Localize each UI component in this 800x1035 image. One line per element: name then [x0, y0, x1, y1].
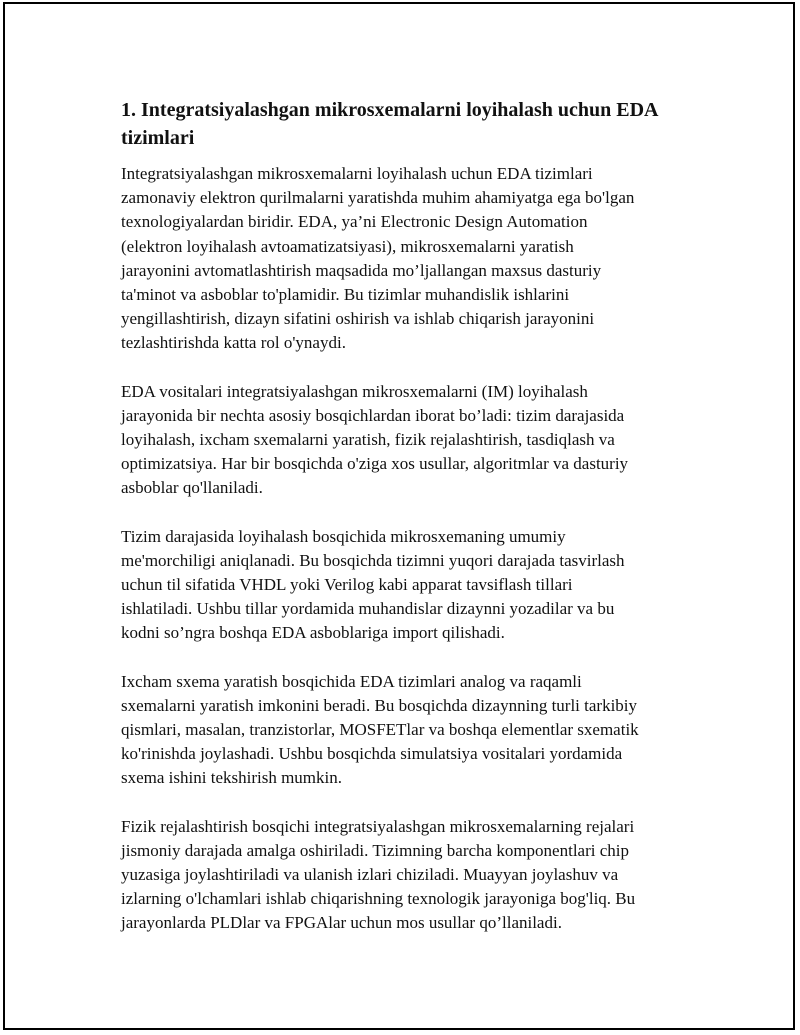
document-body: [121, 96, 691, 960]
text-line: Ixcham sxema yaratish bosqichida EDA tizimlari analog va raqamli: [121, 671, 582, 691]
text-line: loyihalash, ixcham sxemalarni yaratish, fizik rejalashtirish, tasdiqlash va: [121, 430, 615, 450]
text-line: Tizim darajasida loyihalash bosqichida mikrosxemaning umumiy: [121, 526, 566, 546]
text-line: me'morchiligi aniqlanadi. Bu bosqichda tizimni yuqori darajada tasvirlash: [121, 550, 625, 570]
text-line: uchun til sifatida VHDL yoki Verilog kabi apparat tavsiflash tillari: [121, 575, 573, 595]
text-line: texnologiyalardan biridir. EDA, ya’ni Electronic Design Automation: [121, 212, 588, 232]
text-line: jarayonida bir nechta asosiy bosqichlardan iborat bo’ladi: tizim darajasida: [121, 405, 625, 425]
text-line: jismoniy darajada amalga oshiriladi. Tizimning barcha komponentlari chip: [121, 840, 629, 860]
text-line: ta'minot va asboblar to'plamidir. Bu tizimlar muhandislik ishlarini: [121, 285, 570, 305]
paragraph-eda-intro: [121, 162, 691, 356]
section-heading: [121, 96, 691, 152]
heading-line: tizimlari: [121, 127, 195, 149]
text-line: ishlatiladi. Ushbu tillar yordamida muhandislar dizaynni yozadilar va bu: [121, 599, 615, 619]
text-line: sxemalarni yaratish imkonini beradi. Bu bosqichda dizaynning turli tarkibiy: [121, 695, 638, 715]
text-line: Integratsiyalashgan mikrosxemalarni loyihalash uchun EDA tizimlari: [121, 164, 593, 183]
paragraph-physical-planning: [121, 815, 691, 936]
text-line: Fizik rejalashtirish bosqichi integratsiyalashgan mikrosxemalarning rejalari: [121, 816, 635, 836]
text-line: (elektron loyihalash avtoamatizatsiyasi), mikrosxemalarni yaratish: [121, 236, 574, 256]
text-line: tezlashtirishda katta rol o'ynaydi.: [121, 333, 346, 353]
paragraph-system-level-design: [121, 525, 691, 646]
text-line: asboblar qo'llaniladi.: [121, 478, 263, 498]
text-line: zamonaviy elektron qurilmalarni yaratishda muhim ahamiyatga ega bo'lgan: [121, 188, 635, 208]
text-line: sxema ishini tekshirish mumkin.: [121, 768, 342, 788]
text-line: izlarning o'lchamlari ishlab chiqarishning texnologik jarayoniga bog'liq. Bu: [121, 889, 636, 909]
text-line: yengillashtirish, dizayn sifatini oshirish va ishlab chiqarish jarayonini: [121, 309, 595, 329]
text-line: ko'rinishda joylashadi. Ushbu bosqichda simulatsiya vositalari yordamida: [121, 744, 623, 764]
paragraph-schematic-design: [121, 670, 691, 791]
paragraph-eda-stages: [121, 380, 691, 501]
text-line: EDA vositalari integratsiyalashgan mikrosxemalarni (IM) loyihalash: [121, 381, 588, 401]
text-line: optimizatsiya. Har bir bosqichda o'ziga xos usullar, algoritmlar va dasturiy: [121, 454, 629, 474]
text-line: yuzasiga joylashtiriladi va ulanish izlari chiziladi. Muayyan joylashuv va: [121, 865, 619, 885]
text-line: kodni so’ngra boshqa EDA asboblariga import qilishadi.: [121, 623, 505, 643]
text-line: qismlari, masalan, tranzistorlar, MOSFETlar va boshqa elementlar sxematik: [121, 720, 639, 740]
text-line: jarayonini avtomatlashtirish maqsadida mo’ljallangan maxsus dasturiy: [121, 260, 602, 280]
heading-line: 1. Integratsiyalashgan mikrosxemalarni loyihalash uchun EDA: [121, 99, 659, 121]
page-frame: [3, 2, 795, 1030]
text-line: jarayonlarda PLDlar va FPGAlar uchun mos usullar qo’llaniladi.: [121, 913, 562, 933]
